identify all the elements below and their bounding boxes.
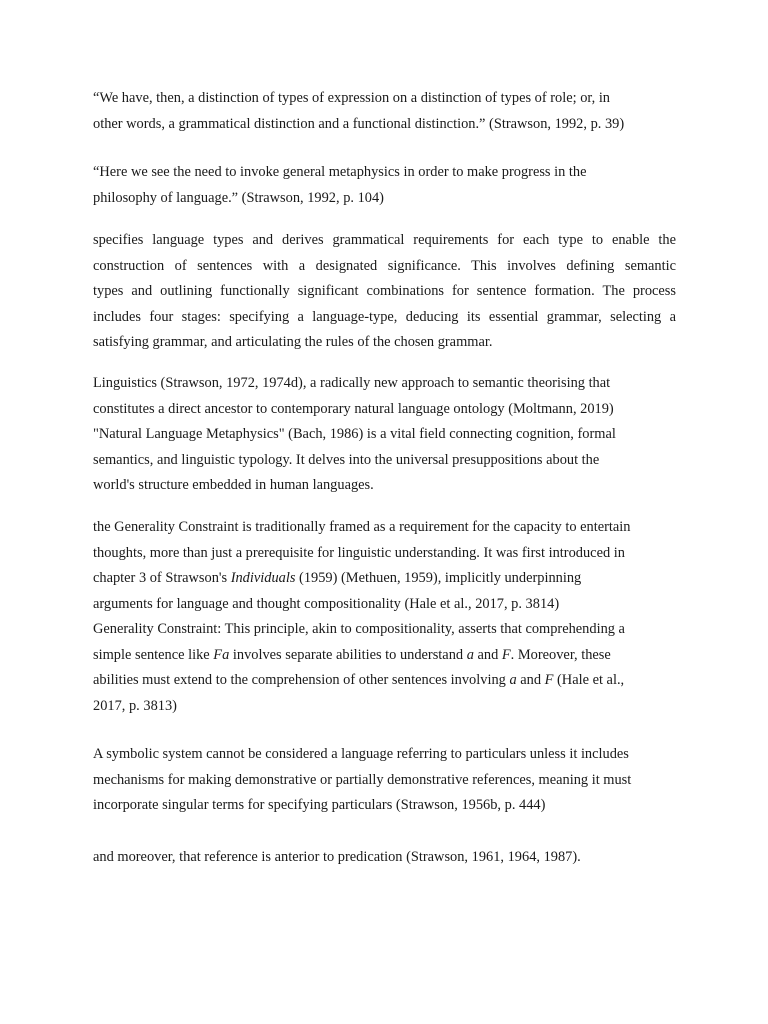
language-types-paragraph	[93, 228, 676, 356]
text-line: world's structure embedded in human languages.	[93, 477, 374, 493]
text-line: other words, a grammatical distinction and a functional distinction.” (Strawson, 1992, p. 39)	[93, 115, 625, 132]
text-line: the Generality Constraint is traditionally framed as a requirement for the capacity to entertain	[93, 519, 631, 535]
text-line: A symbolic system cannot be considered a language referring to particulars unless it includes	[93, 746, 629, 762]
text-line: construction of sentences with a designated significance. This involves defining semantic	[93, 257, 676, 274]
text-line: “We have, then, a distinction of types of expression on a distinction of types of role; or, in	[93, 90, 611, 106]
text-line: specifies language types and derives grammatical requirements for each type to enable the	[93, 232, 676, 248]
text-line: satisfying grammar, and articulating the rules of the chosen grammar.	[93, 334, 493, 350]
formula-fa: Fa	[213, 646, 230, 663]
text-run: simple sentence like	[93, 646, 214, 663]
text-line: incorporate singular terms for specifying particulars (Strawson, 1956b, p. 444)	[93, 797, 546, 813]
text-run: and	[516, 672, 545, 688]
text-run: and	[473, 646, 502, 663]
text-line	[93, 643, 676, 669]
text-line: constitutes a direct ancestor to contemporary natural language ontology (Moltmann, 2019)	[93, 400, 614, 417]
text-run: . Moreover, these	[510, 646, 611, 663]
variable-a: a	[509, 672, 517, 688]
book-title: Individuals	[230, 570, 296, 586]
reference-paragraph	[93, 845, 676, 871]
text-line: mechanisms for making demonstrative or partially demonstrative references, meaning it must	[93, 771, 632, 788]
text-line	[93, 566, 676, 592]
variable-f: F	[544, 672, 554, 688]
text-run: involves separate abilities to understand	[229, 646, 467, 663]
quote-paragraph-1	[93, 86, 676, 137]
text-line: includes four stages: specifying a language-type, deducing its essential grammar, selecting a	[93, 308, 676, 325]
text-line: thoughts, more than just a prerequisite for linguistic understanding. It was first introduced in	[93, 544, 625, 561]
text-run: abilities must extend to the comprehension of other sentences involving	[93, 672, 510, 688]
text-run: (1959) (Methuen, 1959), implicitly underpinning	[295, 570, 582, 586]
text-run: chapter 3 of Strawson's	[93, 570, 231, 586]
linguistics-paragraph	[93, 371, 676, 499]
text-line: types and outlining functionally significant combinations for sentence formation. The process	[93, 283, 676, 299]
quote-paragraph-2	[93, 160, 676, 211]
variable-a: a	[466, 646, 474, 663]
text-line: Linguistics (Strawson, 1972, 1974d), a radically new approach to semantic theorising that	[93, 375, 611, 391]
text-line: “Here we see the need to invoke general metaphysics in order to make progress in the	[93, 164, 587, 180]
text-line: arguments for language and thought compositionality (Hale et al., 2017, p. 3814)	[93, 595, 560, 612]
text-run: (Hale et al.,	[553, 672, 625, 688]
generality-constraint-paragraph	[93, 515, 676, 719]
text-line: semantics, and linguistic typology. It delves into the universal presuppositions about the	[93, 451, 600, 468]
text-line: philosophy of language.” (Strawson, 1992, p. 104)	[93, 189, 384, 206]
symbolic-system-paragraph	[93, 742, 676, 819]
variable-f: F	[501, 646, 511, 663]
text-line: Generality Constraint: This principle, akin to compositionality, asserts that comprehending a	[93, 621, 625, 637]
text-line	[93, 668, 676, 694]
text-line: "Natural Language Metaphysics" (Bach, 1986) is a vital field connecting cognition, formal	[93, 426, 616, 442]
text-line: 2017, p. 3813)	[93, 697, 177, 714]
text-line: and moreover, that reference is anterior to predication (Strawson, 1961, 1964, 1987).	[93, 849, 581, 865]
